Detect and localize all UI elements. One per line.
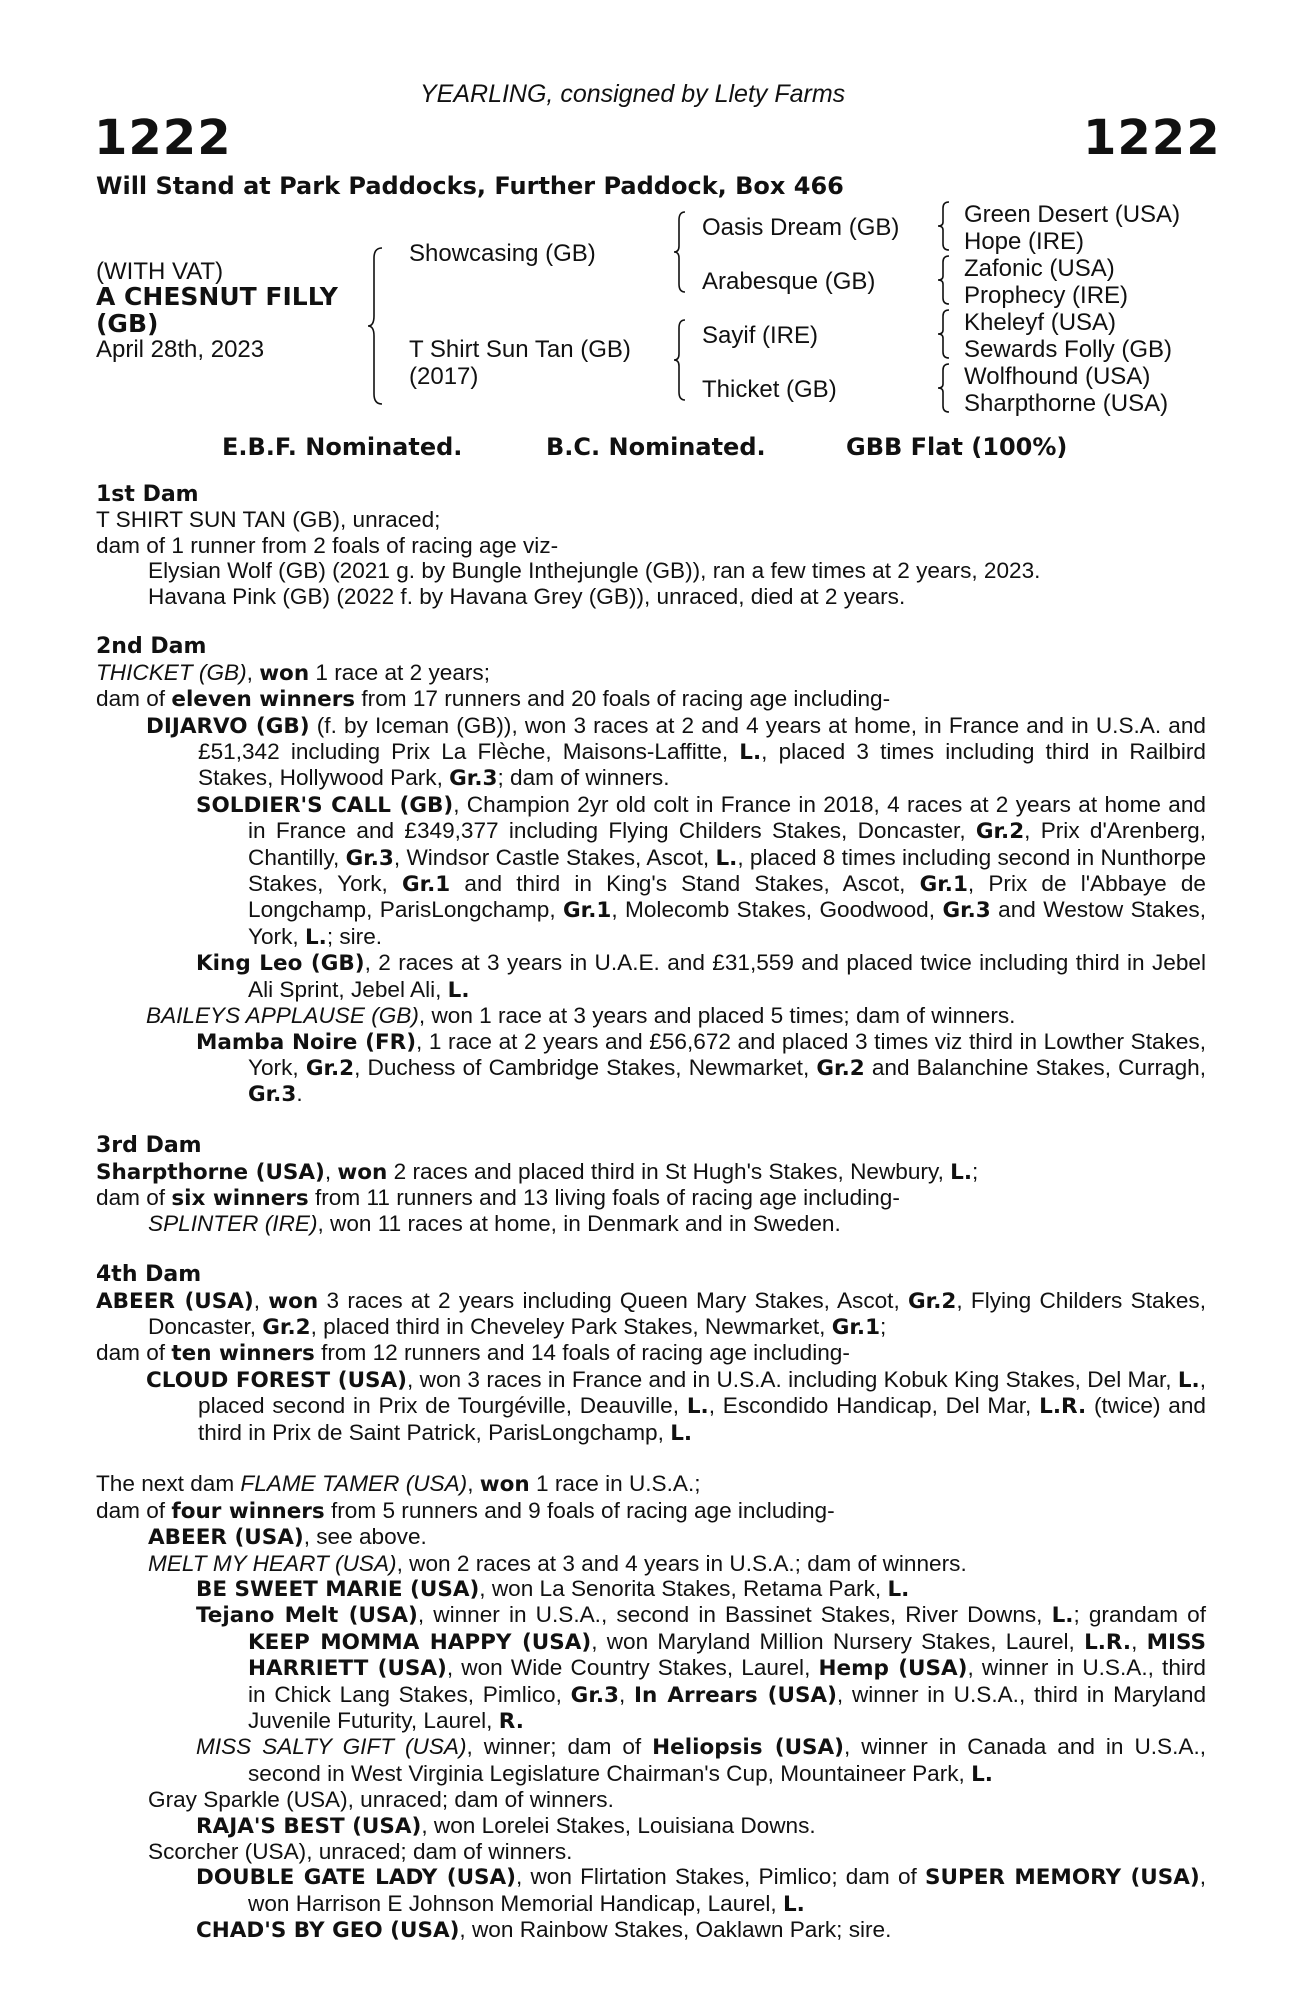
pedigree-brace-g3 [936,308,952,360]
dam4-entry: ABEER (USA), won 3 races at 2 years including Queen Mary Stakes, Ascot, Gr.2, Flying Childers Stakes, Doncaster, Gr.2, placed third in Cheveley Park Stakes, Newmarket, Gr.1; [96,1287,1206,1340]
produce-elysian-wolf: Elysian Wolf (GB) (2021 g. by Bungle Inthejungle (GB)), ran a few times at 2 years, 2023. [148,558,1041,584]
sire-dam: Arabesque (GB) [702,268,876,295]
stand-location: Will Stand at Park Paddocks, Further Paddock, Box 466 [96,172,844,200]
next-dam-produce-intro: dam of four winners from 5 runners and 9 foals of racing age including- [96,1497,835,1524]
pedigree-brace-g2 [936,254,952,306]
produce-gray-sparkle: Gray Sparkle (USA), unraced; dam of winners. [148,1787,614,1813]
sire-sire: Oasis Dream (GB) [702,214,900,241]
foaling-date: April 28th, 2023 [96,336,265,363]
next-dam-entry: The next dam FLAME TAMER (USA), won 1 race in U.S.A.; [96,1471,701,1498]
produce-miss-salty-gift: MISS SALTY GIFT (USA), winner; dam of Heliopsis (USA), winner in Canada and in U.S.A., second in West Virginia Legislature Chairman's Cup, Mountaineer Park, L. [196,1734,1207,1787]
granddam-6: Sewards Folly (GB) [964,336,1173,363]
section-3rd-dam: 3rd Dam [96,1133,202,1159]
grandsire-5: Kheleyf (USA) [964,309,1117,336]
dam1-produce-intro: dam of 1 runner from 2 foals of racing age viz- [96,532,559,558]
pedigree-brace-g4 [936,362,952,414]
dam-dam: Thicket (GB) [702,376,837,403]
produce-soldiers-call: SOLDIER'S CALL (GB), Champion 2yr old colt in France in 2018, 4 races at 2 years at home and in France and £349,377 including Flying Childers Stakes, Doncaster, Gr.2, Prix d'Arenberg, Chantilly, Gr.3, Windsor Castle Stakes, Ascot, L., placed 8 times including second in Nunthorpe Stakes, York, Gr.1 and third in King's Stand Stakes, Ascot, Gr.1, Prix de l'Abbaye de Longchamp, ParisLongchamp, Gr.1, Molecomb Stakes, Goodwood, Gr.3 and Westow Stakes, York, L.; sire. [196,791,1207,950]
dam3-produce-intro: dam of six winners from 11 runners and 13 living foals of racing age including- [96,1184,900,1211]
lot-number-left: 1222 [94,110,232,166]
produce-be-sweet-marie: BE SWEET MARIE (USA), won La Senorita Stakes, Retama Park, L. [196,1576,910,1602]
granddam-2: Hope (IRE) [964,228,1085,255]
gbb-flat: GBB Flat (100%) [846,433,1068,461]
vat-label: (WITH VAT) [96,258,224,285]
produce-dijarvo: DIJARVO (GB) (f. by Iceman (GB)), won 3 races at 2 and 4 years at home, in France and in U.S.A. and £51,342 including Prix La Flèche, Maisons-Laffitte, L., placed 3 times including third in Railbird Stakes, Hollywood Park, Gr.3; dam of winners. [146,712,1206,792]
grandsire-3: Zafonic (USA) [964,255,1115,282]
lot-number-right: 1222 [1083,110,1221,166]
dam2-entry: THICKET (GB), won 1 race at 2 years; [96,659,490,686]
consignment-subtitle: YEARLING, consigned by Llety Farms [420,80,846,108]
produce-splinter: SPLINTER (IRE), won 11 races at home, in Denmark and in Sweden. [148,1211,841,1237]
produce-king-leo: King Leo (GB), 2 races at 3 years in U.A.E. and £31,559 and placed twice including third in Jebel Ali Sprint, Jebel Ali, L. [196,950,1206,1003]
produce-rajas-best: RAJA'S BEST (USA), won Lorelei Stakes, Louisiana Downs. [196,1812,816,1839]
ebf-nominated: E.B.F. Nominated. [222,433,463,461]
pedigree-brace-dam [672,318,688,402]
granddam-8: Sharpthorne (USA) [964,390,1169,417]
produce-baileys-applause: BAILEYS APPLAUSE (GB), won 1 race at 3 years and placed 5 times; dam of winners. [146,1003,1016,1029]
horse-name-country: (GB) [96,309,159,338]
produce-melt-my-heart: MELT MY HEART (USA), won 2 races at 3 and 4 years in U.S.A.; dam of winners. [148,1550,967,1576]
dam4-produce-intro: dam of ten winners from 12 runners and 14 foals of racing age including- [96,1340,850,1367]
produce-tejano-melt: Tejano Melt (USA), winner in U.S.A., second in Bassinet Stakes, River Downs, L.; grandam of KEEP MOMMA HAPPY (USA), won Maryland Million Nursery Stakes, Laurel, L.R., MISS HARRIETT (USA), won Wide Country Stakes, Laurel, Hemp (USA), winner in U.S.A., third in Chick Lang Stakes, Pimlico, Gr.3, In Arrears (USA), winner in U.S.A., third in Maryland Juvenile Futurity, Laurel, R. [196,1602,1207,1735]
produce-havana-pink: Havana Pink (GB) (2022 f. by Havana Grey (GB)), unraced, died at 2 years. [148,583,906,609]
grandsire-7: Wolfhound (USA) [964,363,1151,390]
dam: T Shirt Sun Tan (GB) [409,336,631,363]
granddam-4: Prophecy (IRE) [964,282,1129,309]
dam2-produce-intro: dam of eleven winners from 17 runners and 20 foals of racing age including- [96,686,891,713]
section-1st-dam: 1st Dam [96,482,199,507]
pedigree-brace-main [366,246,386,406]
dam-sire: Sayif (IRE) [702,322,819,349]
section-4th-dam: 4th Dam [96,1262,202,1288]
section-2nd-dam: 2nd Dam [96,634,207,660]
pedigree-brace-g1 [936,200,952,252]
bc-nominated: B.C. Nominated. [546,433,766,461]
dam1-entry: T SHIRT SUN TAN (GB), unraced; [96,507,441,533]
produce-double-gate-lady: DOUBLE GATE LADY (USA), won Flirtation Stakes, Pimlico; dam of SUPER MEMORY (USA), won Harrison E Johnson Memorial Handicap, Laurel, L. [196,1864,1206,1917]
produce-cloud-forest: CLOUD FOREST (USA), won 3 races in France and in U.S.A. including Kobuk King Stakes, Del Mar, L., placed second in Prix de Tourgéville, Deauville, L., Escondido Handicap, Del Mar, L.R. (twice) and third in Prix de Saint Patrick, ParisLongchamp, L. [146,1366,1207,1446]
grandsire-1: Green Desert (USA) [964,201,1181,228]
produce-abeer: ABEER (USA), see above. [148,1524,427,1551]
horse-name: A CHESNUT FILLY [96,282,338,311]
produce-chads-by-geo: CHAD'S BY GEO (USA), won Rainbow Stakes, Oaklawn Park; sire. [196,1917,892,1944]
produce-scorcher: Scorcher (USA), unraced; dam of winners. [148,1839,573,1865]
dam3-entry: Sharpthorne (USA), won 2 races and placed third in St Hugh's Stakes, Newbury, L.; [96,1158,979,1185]
produce-mamba-noire: Mamba Noire (FR), 1 race at 2 years and £56,672 and placed 3 times viz third in Lowther Stakes, York, Gr.2, Duchess of Cambridge Stakes, Newmarket, Gr.2 and Balanchine Stakes, Curragh, Gr.3. [196,1028,1207,1108]
dam-year: (2017) [409,363,479,390]
catalogue-body [96,482,1206,1944]
sire: Showcasing (GB) [409,240,596,267]
pedigree-brace-sire [672,210,688,294]
